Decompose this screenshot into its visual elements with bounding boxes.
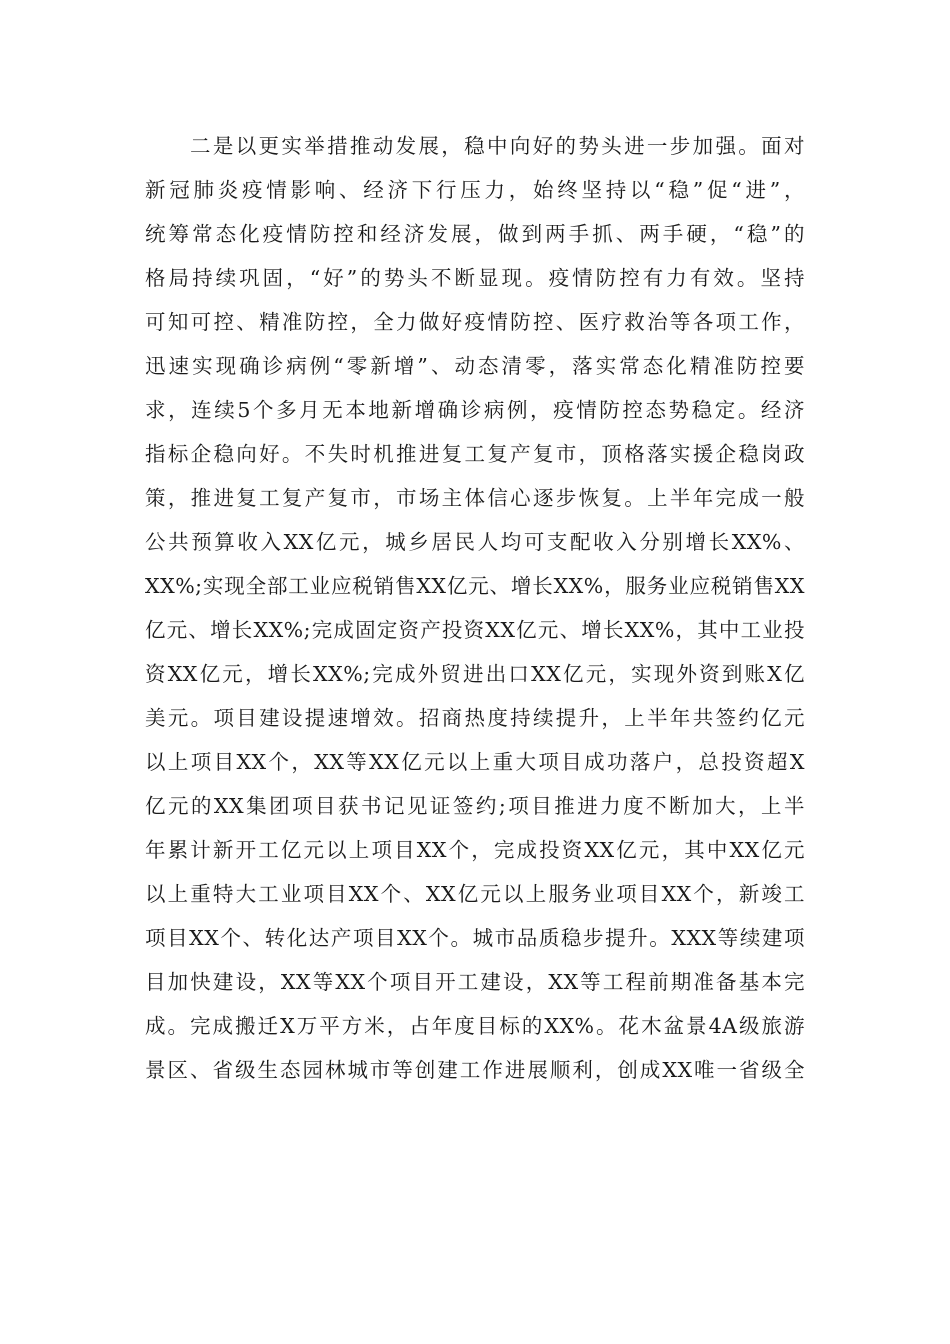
- paragraph-line: 求，连续5个多月无本地新增确诊病例，疫情防控态势稳定。经济: [145, 398, 805, 422]
- paragraph-line: 新冠肺炎疫情影响、经济下行压力，始终坚持以“稳”促“进”，: [145, 178, 805, 202]
- paragraph-line: 景区、省级生态园林城市等创建工作进展顺利，创成XX唯一省级全: [145, 1058, 805, 1082]
- paragraph-line: 指标企稳向好。不失时机推进复工复产复市，顶格落实援企稳岗政: [145, 442, 805, 466]
- paragraph-line: 以上项目XX个，XX等XX亿元以上重大项目成功落户，总投资超X: [145, 750, 805, 774]
- paragraph-line: 项目XX个、转化达产项目XX个。城市品质稳步提升。XXX等续建项: [145, 926, 805, 950]
- paragraph-line: 美元。项目建设提速增效。招商热度持续提升，上半年共签约亿元: [145, 706, 805, 730]
- paragraph-line: 资XX亿元，增长XX%;完成外贸进出口XX亿元，实现外资到账X亿: [145, 662, 805, 686]
- paragraph-line: 亿元、增长XX%;完成固定资产投资XX亿元、增长XX%，其中工业投: [145, 618, 805, 642]
- paragraph-line: 年累计新开工亿元以上项目XX个，完成投资XX亿元，其中XX亿元: [145, 838, 805, 862]
- paragraph-line: 以上重特大工业项目XX个、XX亿元以上服务业项目XX个，新竣工: [145, 882, 805, 906]
- paragraph-line: XX%;实现全部工业应税销售XX亿元、增长XX%，服务业应税销售XX: [145, 574, 805, 598]
- paragraph-line: 可知可控、精准防控，全力做好疫情防控、医疗救治等各项工作，: [145, 310, 805, 334]
- paragraph-line: 亿元的XX集团项目获书记见证签约;项目推进力度不断加大，上半: [145, 794, 805, 818]
- paragraph-line: 二是以更实举措推动发展，稳中向好的势头进一步加强。面对: [190, 134, 805, 158]
- paragraph-line: 迅速实现确诊病例“零新增”、动态清零，落实常态化精准防控要: [145, 354, 805, 378]
- paragraph-line: 成。完成搬迁X万平方米，占年度目标的XX%。花木盆景4A级旅游: [145, 1014, 805, 1038]
- paragraph-line: 公共预算收入XX亿元，城乡居民人均可支配收入分别增长XX%、: [145, 530, 805, 554]
- paragraph-line: 策，推进复工复产复市，市场主体信心逐步恢复。上半年完成一般: [145, 486, 805, 510]
- paragraph: [145, 124, 805, 1092]
- paragraph-line: 目加快建设，XX等XX个项目开工建设，XX等工程前期准备基本完: [145, 970, 805, 994]
- paragraph-line: 格局持续巩固，“好”的势头不断显现。疫情防控有力有效。坚持: [145, 266, 805, 290]
- paragraph-line: 统筹常态化疫情防控和经济发展，做到两手抓、两手硬，“稳”的: [145, 222, 805, 246]
